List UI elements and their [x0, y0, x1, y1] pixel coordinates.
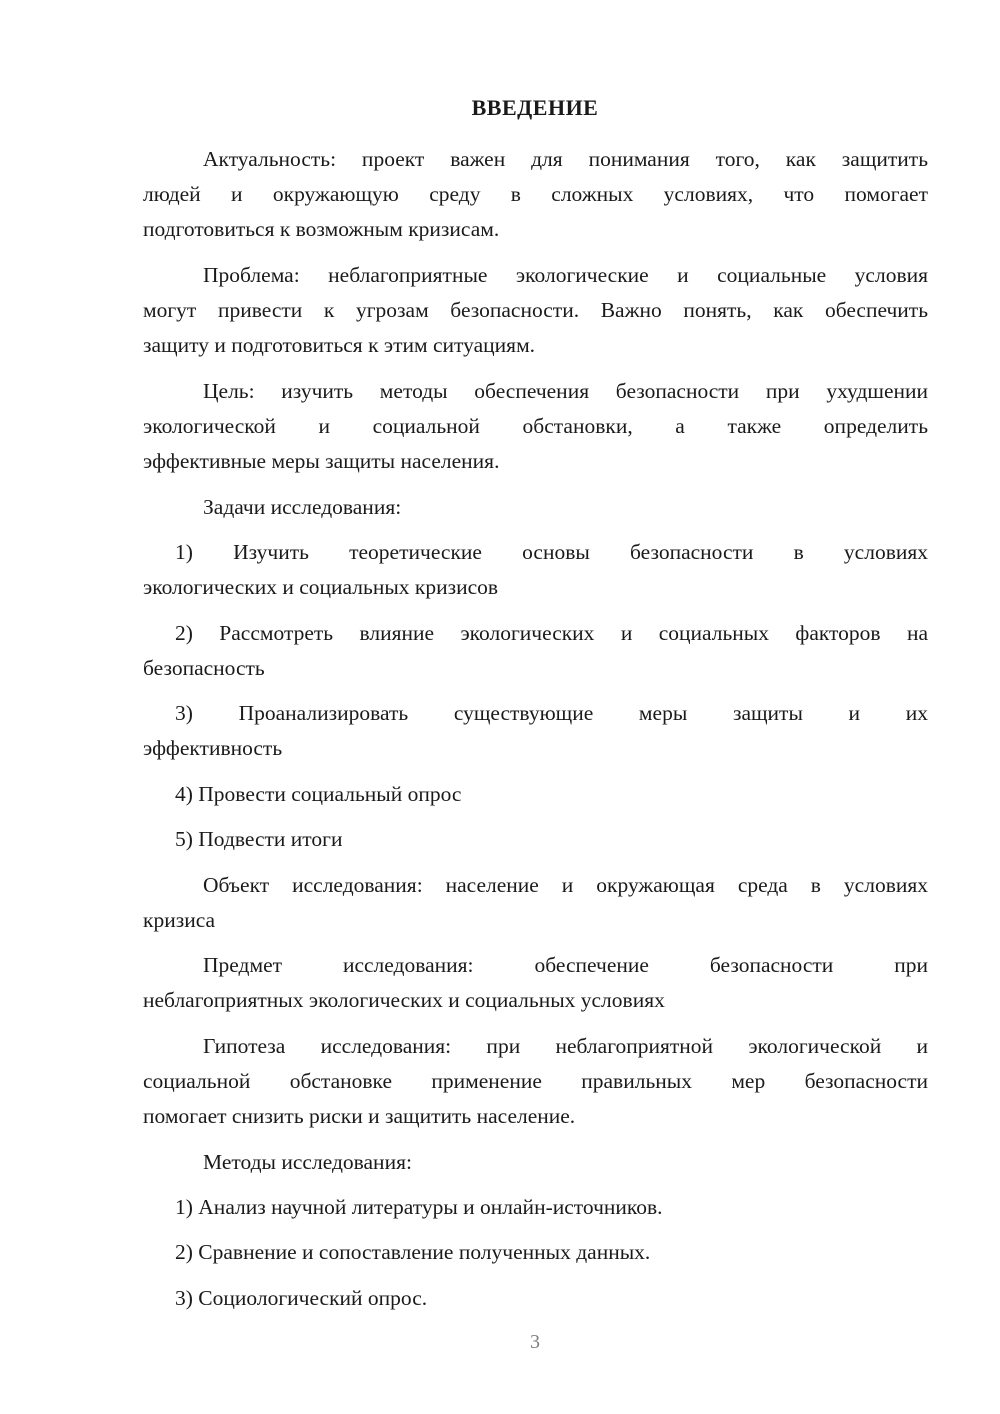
list-item: 4) Провести социальный опрос	[175, 782, 462, 806]
section-heading: ВВЕДЕНИЕ	[471, 95, 599, 120]
text-line: Актуальность: проект важен для понимания того, как защитить	[203, 147, 928, 171]
text-line: Методы исследования:	[203, 1150, 412, 1174]
list-item: 1) Анализ научной литературы и онлайн-источников.	[175, 1195, 663, 1219]
text-line: эффективные меры защиты населения.	[143, 449, 500, 473]
text-line: Цель: изучить методы обеспечения безопасности при ухудшении	[203, 379, 928, 403]
list-item: 3) Проанализировать существующие меры защиты и их	[175, 701, 928, 725]
list-item: 5) Подвести итоги	[175, 827, 343, 851]
text-line: кризиса	[143, 908, 216, 932]
text-line: социальной обстановке применение правильных мер безопасности	[143, 1069, 928, 1093]
text-line: Проблема: неблагоприятные экологические и социальные условия	[203, 263, 928, 287]
text-line: экологической и социальной обстановки, а также определить	[143, 414, 928, 438]
list-item: 1) Изучить теоретические основы безопасности в условиях	[175, 540, 928, 564]
list-item: 2) Рассмотреть влияние экологических и социальных факторов на	[175, 621, 928, 645]
text-line: могут привести к угрозам безопасности. Важно понять, как обеспечить	[143, 298, 928, 322]
text-line: неблагоприятных экологических и социальных условиях	[143, 988, 665, 1012]
text-line: безопасность	[143, 656, 265, 680]
text-line: Предмет исследования: обеспечение безопасности при	[203, 953, 928, 977]
text-line: Гипотеза исследования: при неблагоприятной экологической и	[203, 1034, 928, 1058]
list-item: 3) Социологический опрос.	[175, 1286, 428, 1310]
text-line: защиту и подготовиться к этим ситуациям.	[143, 333, 536, 357]
text-line: Объект исследования: население и окружающая среда в условиях	[203, 873, 928, 897]
page-number: 3	[530, 1331, 540, 1353]
text-line: подготовиться к возможным кризисам.	[143, 217, 500, 241]
text-line: Задачи исследования:	[203, 495, 402, 519]
text-line: экологических и социальных кризисов	[143, 575, 499, 599]
text-line: эффективность	[143, 736, 283, 760]
text-line: помогает снизить риски и защитить население.	[143, 1104, 576, 1128]
text-line: людей и окружающую среду в сложных условиях, что помогает	[143, 182, 928, 206]
list-item: 2) Сравнение и сопоставление полученных данных.	[175, 1240, 651, 1264]
